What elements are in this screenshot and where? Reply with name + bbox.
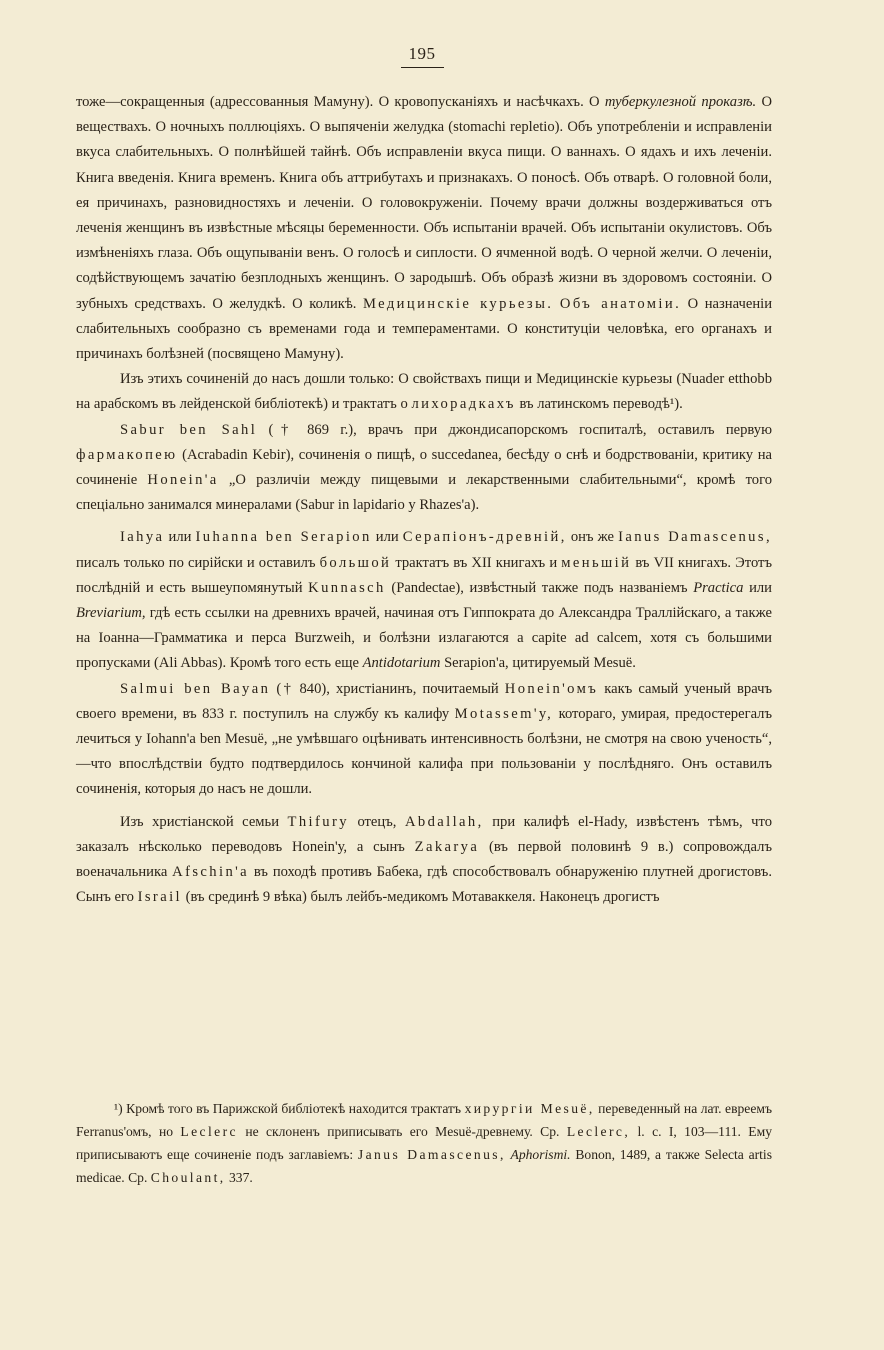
text-run: или xyxy=(743,579,772,596)
text-run: не склоненъ приписывать его Mesuë-древнему. Ср. xyxy=(237,1124,567,1139)
italic-text: Practica xyxy=(693,579,744,596)
spaced-text: Kunnasch xyxy=(308,579,386,596)
spaced-text: Motassem'у, xyxy=(454,705,554,722)
text-run: онъ же xyxy=(566,529,619,546)
spaced-text: Iahya xyxy=(120,529,165,546)
text-run: котораго, умирая, предостерегалъ лечиться у Iohann'а ben Mesuë, „не умѣвшаго оцѣнивать интенсивность болѣзни, не смотря на свою ученость“,—что впослѣдствіи будто подтвердилось кончиной калифа при пользованіи у послѣдняго. Онъ оставилъ сочиненія, которыя до насъ не дошли. xyxy=(76,705,773,798)
paragraph xyxy=(76,525,772,676)
spaced-text: Abdallah, xyxy=(404,813,484,830)
text-run: въ VII книгахъ. Этотъ послѣдній и есть вышеупомянутый xyxy=(76,554,772,596)
spaced-text: Ianus Damascenus, xyxy=(618,529,773,546)
spaced-text: Israil xyxy=(137,889,182,906)
spaced-text: Thifury xyxy=(287,813,349,830)
spaced-text: Zakarya xyxy=(414,838,480,855)
spaced-text: Honein'омъ xyxy=(504,680,599,697)
text-run: писалъ только по сирійски и оставилъ xyxy=(76,554,320,571)
italic-text: туберкулезной проказѣ. xyxy=(604,94,757,110)
text-run: (въ срединѣ 9 вѣка) былъ лейбъ-медикомъ Мотаваккеля. Наконецъ дрогистъ xyxy=(181,889,660,906)
spaced-text: лихорадкахъ xyxy=(411,396,516,413)
spaced-text: Объ анатоміи. xyxy=(559,295,682,312)
italic-text: Aphorismi. xyxy=(510,1147,571,1162)
paragraph xyxy=(76,367,772,417)
footnotes xyxy=(76,1097,772,1189)
text-run: († 840), христіанинъ, почитаемый xyxy=(270,680,505,697)
paragraph xyxy=(76,418,772,519)
text-run: О веществахъ. О ночныхъ поллюціяхъ. О выпяченіи желудка (stomachi repletio). Объ употребленіи и исправленіи вкуса слабительныхъ. О полнѣйшей тайнѣ. Объ исправленіи вкуса пищи. О ваннахъ. О ядахъ и ихъ леченіи. Книга введенія. Книга временъ. Книга объ аттрибутахъ и признакахъ. О поносѣ. Объ отварѣ. О головной боли, ея причинахъ, разновидностяхъ и леченіи. О головокруженіи. Почему врачи должны воздерживаться отъ леченія женщинъ въ извѣстные мѣсяцы беременности. Объ испытаніи врачей. Объ испытаніи окулистовъ. Объ измѣненіяхъ глаза. Объ ощупываніи венъ. О голосѣ и сиплости. О ячменной водѣ. О черной желчи. О леченіи, содѣйствующемъ зачатію безплодныхъ женщинъ. О зародышѣ. Объ образѣ жизни въ здоровомъ состояніи. О зубныхъ средствахъ. О желудкѣ. О коликѣ. xyxy=(76,94,773,312)
spaced-text: Salmui ben Bayan xyxy=(120,680,271,697)
italic-text: Antidotarium xyxy=(362,655,441,672)
spaced-text: меньшій xyxy=(561,554,632,571)
paragraph xyxy=(76,677,772,803)
spaced-text: Sabur ben Sahl xyxy=(120,421,258,438)
text-run: (Pandectae), извѣстный также подъ названіемъ xyxy=(385,579,694,596)
spaced-text: Leclerc, xyxy=(566,1124,631,1139)
text-run: отецъ, xyxy=(348,813,405,830)
text-run: гдѣ есть ссылки на древнихъ врачей, начиная отъ Гиппократа до Александра Траллійскаго, а также на Іоанна—Грамматика и перса Burzweih, и болѣзни излагаются a capite ad calcem, хотя съ большими пропусками (Ali Abbas). Кромѣ того есть еще xyxy=(76,605,772,672)
spaced-text: Серапіонъ-древній, xyxy=(402,529,567,546)
text-run: или xyxy=(371,529,403,546)
text-run: l. c. I, 103—111. Ему приписываютъ еще сочиненіе подъ заглавіемъ: xyxy=(76,1124,773,1162)
text-run: (въ первой половинѣ 9 в.) сопровождалъ военачальника xyxy=(76,838,772,881)
spaced-text: Choulant, xyxy=(150,1170,226,1185)
text-run: въ латинскомъ переводѣ¹). xyxy=(515,396,683,413)
spaced-text: Leclerc xyxy=(180,1124,238,1139)
text-run: какъ самый ученый врачъ своего времени, въ 833 г. поступилъ на службу къ калифу xyxy=(76,680,772,722)
page-number: 195 xyxy=(0,44,844,68)
text-run: ¹) Кромѣ того въ Парижской библіотекѣ находится трактатъ xyxy=(114,1101,465,1116)
spaced-text: Iuhanna ben Serapion xyxy=(195,529,372,546)
spaced-text: Медицинскіе курьезы. xyxy=(362,295,554,312)
text-run: Изъ этихъ сочиненій до насъ дошли только: О свойствахъ пищи и Медицинскіе курьезы (Nuader etthobb на арабскомъ въ лейденской библіотекѣ) и трактатъ о xyxy=(76,371,772,413)
text-run: при калифѣ el-Hady, извѣстенъ тѣмъ, что заказалъ нѣсколько переводовъ Honein'у, а сынъ xyxy=(76,813,773,855)
text-run: переведенный на лат. евреемъ Ferranus'омъ, но xyxy=(76,1101,773,1139)
text-run: или xyxy=(164,529,196,546)
paragraph xyxy=(76,90,772,367)
footnote xyxy=(76,1097,772,1189)
spaced-text: фармакопею xyxy=(76,446,178,463)
spaced-text: большой xyxy=(319,554,392,571)
spaced-text: Janus Damascenus, xyxy=(357,1147,506,1162)
italic-text: Breviarium, xyxy=(76,605,146,622)
text-run: тоже—сокращенныя (адрессованныя Мамуну). О кровопусканіяхъ и насѣчкахъ. О xyxy=(76,94,605,110)
spaced-text: Honein'а xyxy=(147,472,219,489)
text-run: 337. xyxy=(225,1170,253,1185)
text-run: (Acrabadin Kebir), сочиненія о пищѣ, о succedanea, бесѣду о снѣ и бодрствованіи, критику на сочиненіе xyxy=(76,446,772,489)
main-text xyxy=(76,90,772,911)
text-run: († 869 г.), врачъ при джондисапорскомъ госпиталѣ, оставилъ первую xyxy=(257,421,772,438)
spaced-text: Afschin'а xyxy=(172,864,250,881)
text-run: „О различіи между пищевыми и лекарственными слабительными“, кромѣ того спеціально занимался минералами (Sabur in lapidario у Rhazes'а). xyxy=(76,472,772,514)
text-run: О назначеніи слабительныхъ сообразно съ временами года и темпераментами. О конституціи человѣка, его органахъ и причинахъ болѣзней (посвящено Мамуну). xyxy=(76,295,772,363)
text-run: въ походѣ противъ Бабека, гдѣ способствовалъ обнаруженію плутней дрогистовъ. Сынъ его xyxy=(76,864,772,906)
text-run: трактатъ въ XII книгахъ и xyxy=(391,554,562,571)
paragraph xyxy=(76,810,772,911)
text-run: Serapion'а, цитируемый Mesuë. xyxy=(440,655,636,672)
text-run: Изъ христіанской семьи xyxy=(120,813,288,830)
text-run: Bonon, 1489, а также Selecta artis medicae. Ср. xyxy=(76,1147,772,1185)
spaced-text: хирургіи Mesuë, xyxy=(464,1101,595,1116)
